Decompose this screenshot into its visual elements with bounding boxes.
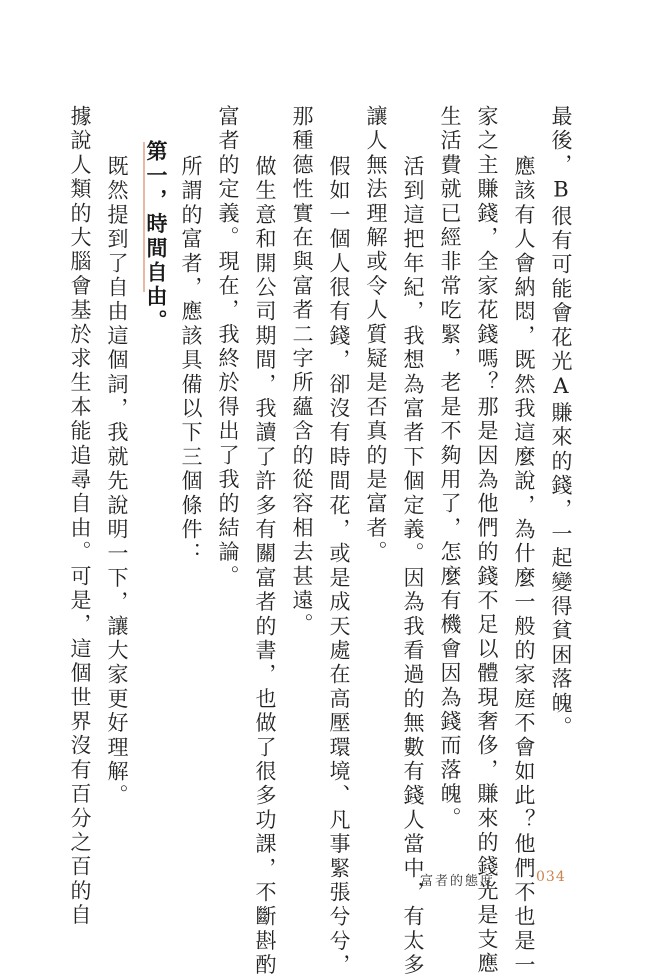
text-column-14: 據說人類的大腦會基於求生本能追尋自由。可是，這個世界沒有百分之百的自 [68,105,92,928]
text-column-11: 所謂的富者，應該具備以下三個條件： [179,155,203,567]
text-column-13: 既然提到了自由這個詞，我就先說明一下，讓大家更好理解。 [105,155,129,809]
text-column-10: 富者的定義。現在，我終於得出了我的結論。 [216,105,240,589]
running-title: 富者的態度 [420,874,496,889]
section-heading: 第一，時間自由。 [144,140,168,334]
text-column-5: 活到這把年紀，我想為富者下個定義。因為我看過的無數有錢人當中，有太多 [401,155,425,978]
text-column-7: 假如一個人很有錢，卻沒有時間花，或是成天處在高壓環境、凡事緊張兮兮， [327,155,351,978]
page-number: 034 [536,869,566,885]
text-column-6: 讓人無法理解或令人質疑是否真的是富者。 [364,105,388,565]
text-column-1: 最後，B很有可能會花光A賺來的錢，一起變得貧困落魄。 [549,105,573,741]
text-column-8: 那種德性實在與富者二字所蘊含的從容相去甚遠。 [290,105,314,638]
text-column-2: 應該有人會納悶，既然我這麼說，為什麼一般的家庭不會如此？他們不也是一 [512,155,536,978]
text-column-9: 做生意和開公司期間，我讀了許多有關富者的書，也做了很多功課，不斷斟酌 [253,155,277,978]
text-column-3: 家之主賺錢，全家花錢嗎？那是因為他們的錢不足以體現奢侈，賺來的錢光是支應 [475,105,499,977]
text-column-4: 生活費就已經非常吃緊，老是不夠用了，怎麼有機會因為錢而落魄。 [438,105,462,831]
